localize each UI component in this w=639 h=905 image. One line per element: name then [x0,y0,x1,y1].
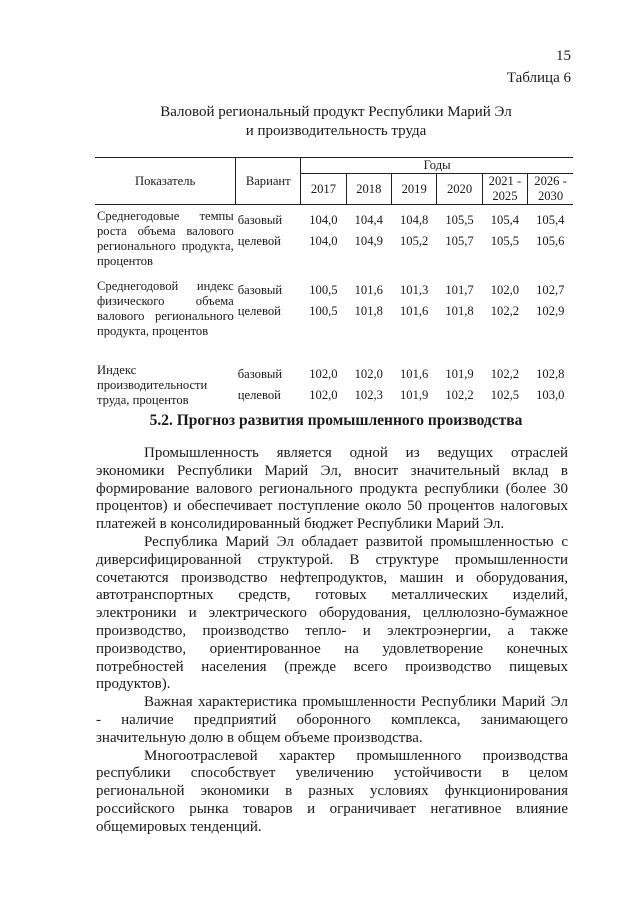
value-cell [528,275,573,359]
value-text: 105,4 [490,213,520,227]
value-text: 102,5 [490,388,520,402]
value-text: 101,9 [445,367,474,381]
page-number: 15 [556,48,571,64]
indicator-cell [95,359,236,409]
indicator-text: Среднегодовые темпы роста объема валового регионального продукта, процентов [97,209,234,268]
value-text: 103,0 [536,388,565,402]
value-text: 102,0 [490,283,520,297]
variant-label: целевой [237,388,281,402]
value-cell [528,205,573,276]
value-text: 105,4 [536,213,565,227]
header-year: 2026 - 2030 [528,174,573,205]
value-cell [437,205,482,276]
value-cell [391,359,436,409]
value-text: 104,9 [354,234,383,248]
variant-label: базовый [237,367,283,381]
value-text: 101,6 [400,304,429,318]
value-text: 102,0 [309,388,338,402]
variant-label: целевой [237,234,281,248]
value-text: 105,5 [490,234,520,248]
variant-cell [236,359,301,409]
indicator-cell [95,275,236,359]
header-year: 2021 - 2025 [482,174,527,205]
header-indicator: Показатель [95,158,236,205]
header-years: Годы [301,158,573,174]
value-text: 102,8 [536,367,565,381]
value-text: 102,0 [309,367,338,381]
value-text: 104,4 [354,213,383,227]
gdp-table [95,157,573,409]
paragraph: Республика Марий Эл обладает развитой промышленностью с диверсифицированной структурой. В структуре промышленности сочетаются производство нефтепродуктов, машин и оборудования, автотранспортных средств, готовых металлических изделий, электроники и электрического оборудования, целлюлозно-бумажное производство, производство тепло- и электроэнергии, а также производство, ориентированное на удовлетворение конечных потребностей населения (прежде всего производство пищевых продуктов). [96,533,568,693]
value-text: 101,6 [354,283,383,297]
value-text: 104,0 [309,213,338,227]
value-text: 102,0 [354,367,383,381]
value-cell [346,359,391,409]
value-cell [437,275,482,359]
value-text: 105,5 [445,213,474,227]
value-text: 101,8 [445,304,474,318]
value-cell [482,359,527,409]
variant-cell [236,205,301,276]
value-cell [346,275,391,359]
value-cell [437,359,482,409]
header-year: 2020 [437,174,482,205]
value-text: 101,3 [400,283,429,297]
value-text: 102,3 [354,388,383,402]
value-text: 102,2 [445,388,474,402]
paragraph: Важная характеристика промышленности Республики Марий Эл - наличие предприятий оборонного комплекса, занимающего значительную долю в общем объеме производства. [96,694,568,746]
table-caption-line-1: Валовой региональный продукт Республики Марий Эл [160,104,512,120]
value-cell [391,205,436,276]
variant-label: базовый [237,213,283,227]
header-year: 2019 [391,174,436,205]
table-row [95,359,573,409]
value-cell [482,205,527,276]
value-text: 100,5 [309,283,338,297]
value-text: 104,0 [309,234,338,248]
value-text: 101,9 [400,388,429,402]
value-cell [528,359,573,409]
table-caption [96,103,576,141]
variant-label: базовый [237,283,283,297]
value-cell [482,275,527,359]
value-text: 101,6 [400,367,429,381]
indicator-cell [95,205,236,276]
header-variant: Вариант [236,158,301,205]
indicator-text: Среднегодовой индекс физического объема валового регионального продукта, процентов [97,279,234,338]
table-caption-line-2: и производительность труда [245,123,427,139]
value-cell [346,205,391,276]
value-cell [301,275,346,359]
paragraph: Многоотраслевой характер промышленного производства республики способствует увеличению устойчивости в целом региональной экономики в разных условиях функционирования российского рынка товаров и ограничивает негативное влияние общемировых тенденций. [96,747,568,835]
value-text: 105,2 [400,234,429,248]
indicator-text: Индекс производительности труда, процентов [97,363,208,407]
variant-label: целевой [237,304,281,318]
header-year: 2018 [346,174,391,205]
table-row [95,275,573,359]
section-body [96,445,568,837]
value-text: 105,6 [536,234,565,248]
table-row [95,205,573,276]
value-text: 102,9 [536,304,565,318]
table-label: Таблица 6 [506,70,571,86]
section-heading: 5.2. Прогноз развития промышленного производства [149,412,523,429]
value-text: 100,5 [309,304,338,318]
value-cell [301,205,346,276]
paragraph: Промышленность является одной из ведущих отраслей экономики Республики Марий Эл, вносит значительный вклад в формирование валового регионального продукта республики (более 30 процентов) и обеспечивает поступление около 50 процентов налоговых платежей в консолидированный бюджет Республики Марий Эл. [96,445,568,533]
value-text: 104,8 [400,213,429,227]
value-text: 102,2 [490,304,520,318]
value-cell [301,359,346,409]
value-text: 101,8 [354,304,383,318]
value-text: 102,7 [536,283,565,297]
value-cell [391,275,436,359]
header-year: 2017 [301,174,346,205]
value-text: 102,2 [490,367,520,381]
value-text: 105,7 [445,234,474,248]
value-text: 101,7 [445,283,474,297]
variant-cell [236,275,301,359]
